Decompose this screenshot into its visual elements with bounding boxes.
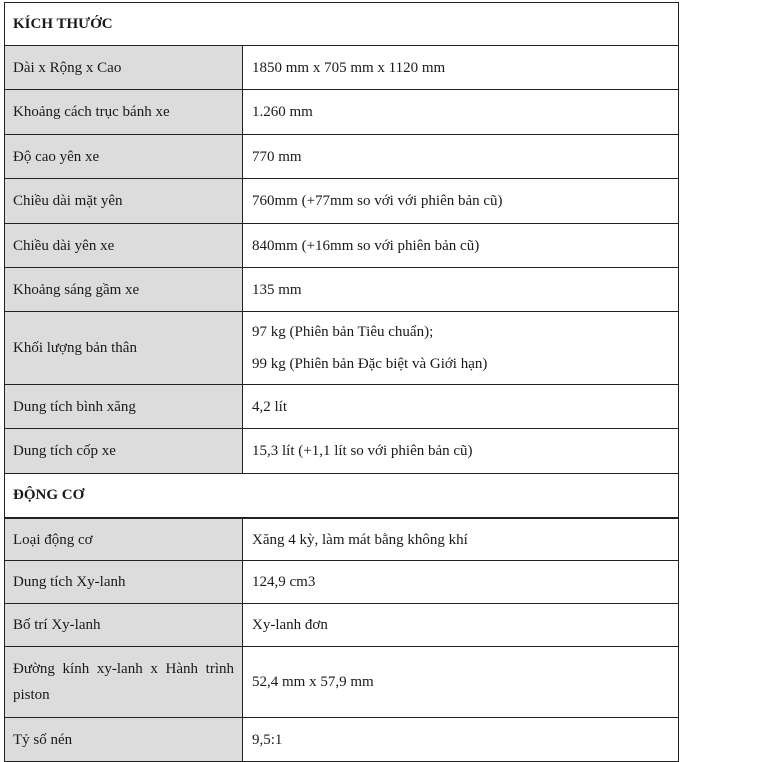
row-value: Xy-lanh đơn [252,617,328,633]
section-header-dimensions [4,2,679,46]
section-title: ĐỘNG CƠ [13,487,85,503]
table-row [4,718,679,762]
row-value: 770 mm [252,148,302,165]
row-label: Khoảng cách trục bánh xe [5,90,243,134]
table-row [4,518,679,561]
table-row [4,224,679,268]
row-value: 135 mm [252,281,302,298]
row-label: Chiều dài yên xe [5,224,243,267]
row-value: 9,5:1 [252,731,283,748]
table-row [4,647,679,718]
table-row [4,90,679,135]
row-label: Tỷ số nén [5,718,243,761]
section-title: KÍCH THƯỚC [13,15,113,32]
table-row [4,385,679,429]
row-value: 4,2 lít [252,398,288,415]
row-value: Xăng 4 kỳ, làm mát bằng không khí [252,531,468,548]
row-label: Dung tích cốp xe [5,429,243,473]
row-value: 124,9 cm3 [252,574,316,590]
row-value: 1.260 mm [252,104,313,120]
row-label: Bố trí Xy-lanh [5,604,243,646]
table-row [4,268,679,312]
table-row [4,604,679,647]
row-value-line: 99 kg (Phiên bản Đặc biệt và Giới hạn) [252,356,488,372]
row-label: Khoảng sáng gầm xe [5,268,243,311]
row-label: Loại động cơ [5,519,243,560]
row-value: 760mm (+77mm so với với phiên bản cũ) [252,193,503,209]
row-value: 1850 mm x 705 mm x 1120 mm [252,59,446,76]
table-row [4,179,679,224]
row-label: Độ cao yên xe [5,135,243,178]
table-row [4,429,679,474]
table-row [4,312,679,385]
table-row [4,561,679,604]
row-value: 840mm (+16mm so với phiên bản cũ) [252,237,480,254]
table-row [4,135,679,179]
row-label: Dung tích bình xăng [5,385,243,428]
row-value: 52,4 mm x 57,9 mm [252,674,374,690]
table-row [4,46,679,90]
row-label: Dài x Rộng x Cao [5,46,243,89]
row-label: Đường kính xy-lanh x Hành trình piston [5,647,243,717]
row-label: Dung tích Xy-lanh [5,561,243,603]
row-value-line: 97 kg (Phiên bản Tiêu chuẩn); [252,324,434,340]
row-value: 15,3 lít (+1,1 lít so với phiên bản cũ) [252,443,473,459]
row-label: Chiều dài mặt yên [5,179,243,223]
row-label: Khối lượng bản thân [5,312,243,384]
section-header-engine [4,473,679,518]
